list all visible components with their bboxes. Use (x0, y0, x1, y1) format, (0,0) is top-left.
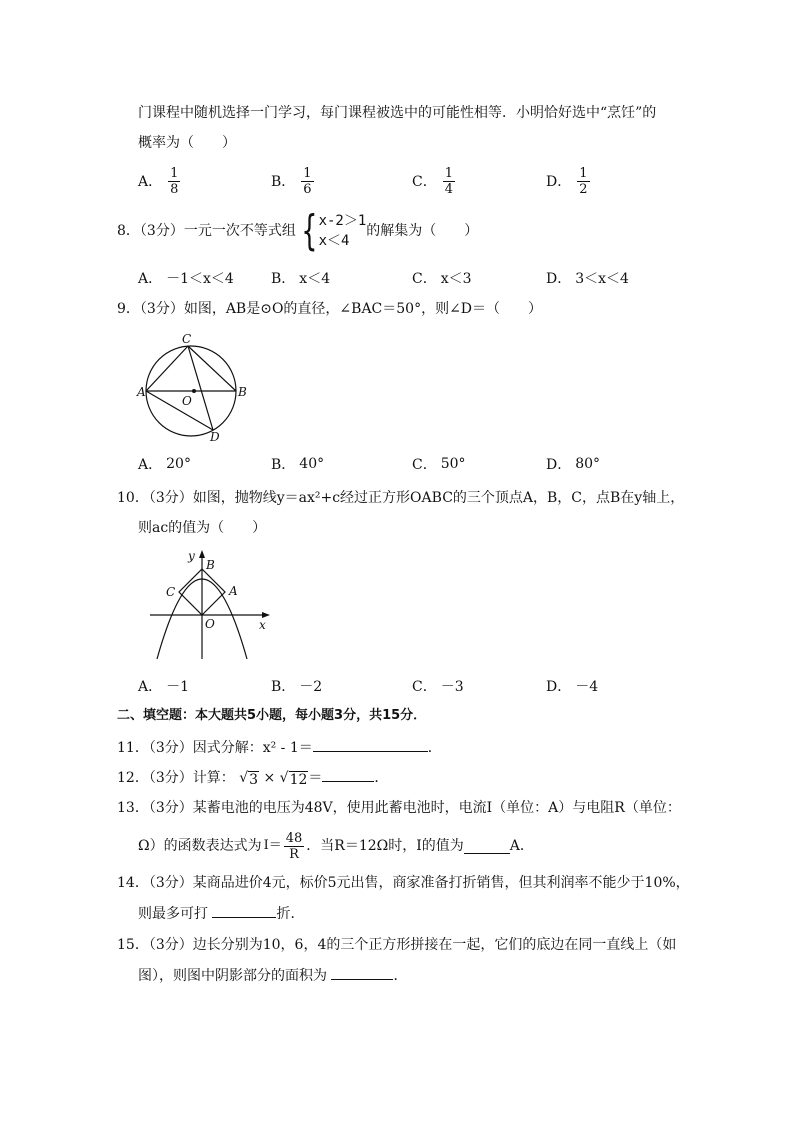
q9-options (138, 446, 698, 482)
q10-line1: 10．（3分）如图，抛物线y＝ax²+c经过正方形OABC的三个顶点A，B，C，点B在y轴上， (117, 490, 685, 506)
q8-stem: 8．（3分）一元一次不等式组 { x-2＞1 x＜4 的解集为（ ） (117, 206, 479, 255)
q10-options (138, 668, 698, 704)
q10-option-c[interactable]: C． －3 (412, 679, 464, 695)
q12: 12．（3分）计算： √ 3 × √ 12 ＝ ． (117, 767, 388, 788)
label-c: C (166, 585, 176, 599)
answer-blank[interactable] (212, 903, 276, 918)
label-x: x (259, 618, 266, 632)
q13-line2: Ω）的函数表达式为 I＝ $\frac{48}{R}$ ．当R＝12Ω时，I的值为 A． (138, 830, 534, 862)
q10-option-d[interactable]: D． －4 (546, 679, 599, 695)
label-d: D (210, 430, 220, 444)
q9-option-b[interactable]: B． 40° (271, 456, 325, 473)
answer-blank[interactable] (313, 737, 428, 752)
inequality-system: { x-2＞1 x＜4 (301, 206, 367, 255)
answer-blank[interactable] (331, 965, 393, 980)
q7-option-a[interactable]: A． $\frac{1}{8}$ (138, 165, 179, 197)
q8-option-b[interactable]: B． x＜4 (271, 271, 331, 287)
q9-option-d[interactable]: D． 80° (546, 456, 601, 473)
fraction: $\frac{48}{R}$ (285, 830, 303, 862)
circle-figure (130, 330, 260, 445)
q15-line2: 图），则图中阴影部分的面积为 ． (138, 965, 407, 986)
section-heading: 二、填空题：本大题共5小题，每小题3分，共15分． (117, 708, 427, 723)
q7-option-b[interactable]: B． $\frac{1}{6}$ (271, 165, 312, 197)
q14-line1: 14．（3分）某商品进价4元，标价5元出售，商家准备打折销售，但其利润率不能少于10%， (117, 875, 690, 891)
q7-line2: 概率为（ ） (138, 135, 236, 151)
q10-option-a[interactable]: A． －1 (138, 679, 190, 695)
q7-line1: 门课程中随机选择一门学习，每门课程被选中的可能性相等．小明恰好选中“烹饪”的 (138, 105, 657, 121)
q8-option-c[interactable]: C． x＜3 (412, 271, 472, 287)
label-y: y (188, 549, 195, 563)
label-o: O (182, 394, 192, 408)
sqrt-12: √ 12 (279, 770, 308, 788)
q9-stem: 9．（3分）如图，AB是⊙O的直径，∠BAC＝50°，则∠D＝（ ） (117, 301, 543, 317)
q14-line2: 则最多可打 折． (138, 903, 304, 924)
brace-icon: { (301, 206, 318, 255)
sqrt-3: √ 3 (239, 770, 259, 788)
q11: 11．（3分）因式分解：x² - 1＝ ． (117, 737, 442, 758)
fraction: $\frac{1}{4}$ (444, 165, 453, 197)
label-a: A (137, 385, 146, 399)
y-axis-arrow (199, 550, 205, 558)
center-point (192, 389, 196, 393)
q15-line1: 15．（3分）边长分别为10，6，4的三个正方形拼接在一起，它们的底边在同一直线上（如 (117, 937, 677, 953)
label-b: B (238, 385, 247, 399)
parabola-figure (150, 545, 275, 665)
answer-blank[interactable] (464, 839, 510, 854)
q10-line2: 则ac的值为（ ） (138, 520, 267, 536)
fraction: $\frac{1}{8}$ (170, 165, 179, 197)
label-o: O (205, 617, 215, 631)
q8-option-d[interactable]: D． 3＜x＜4 (546, 271, 629, 287)
label-a: A (229, 584, 238, 598)
q9-option-c[interactable]: C． 50° (412, 456, 466, 473)
q7-option-c[interactable]: C． $\frac{1}{4}$ (412, 165, 453, 197)
label-c: C (182, 332, 192, 346)
q7-options (138, 163, 698, 199)
fraction: $\frac{1}{2}$ (579, 165, 588, 197)
q8-options (138, 260, 698, 296)
q13-line1: 13．（3分）某蓄电池的电压为48V，使用此蓄电池时，电流I（单位：A）与电阻R（单位： (117, 800, 681, 816)
q9-option-a[interactable]: A． 20° (138, 456, 191, 473)
label-b: B (206, 558, 215, 572)
q7-option-d[interactable]: D． $\frac{1}{2}$ (546, 165, 588, 197)
q10-option-b[interactable]: B． －2 (271, 679, 323, 695)
answer-blank[interactable] (322, 767, 374, 782)
q8-option-a[interactable]: A． －1＜x＜4 (138, 271, 234, 287)
fraction: $\frac{1}{6}$ (303, 165, 312, 197)
